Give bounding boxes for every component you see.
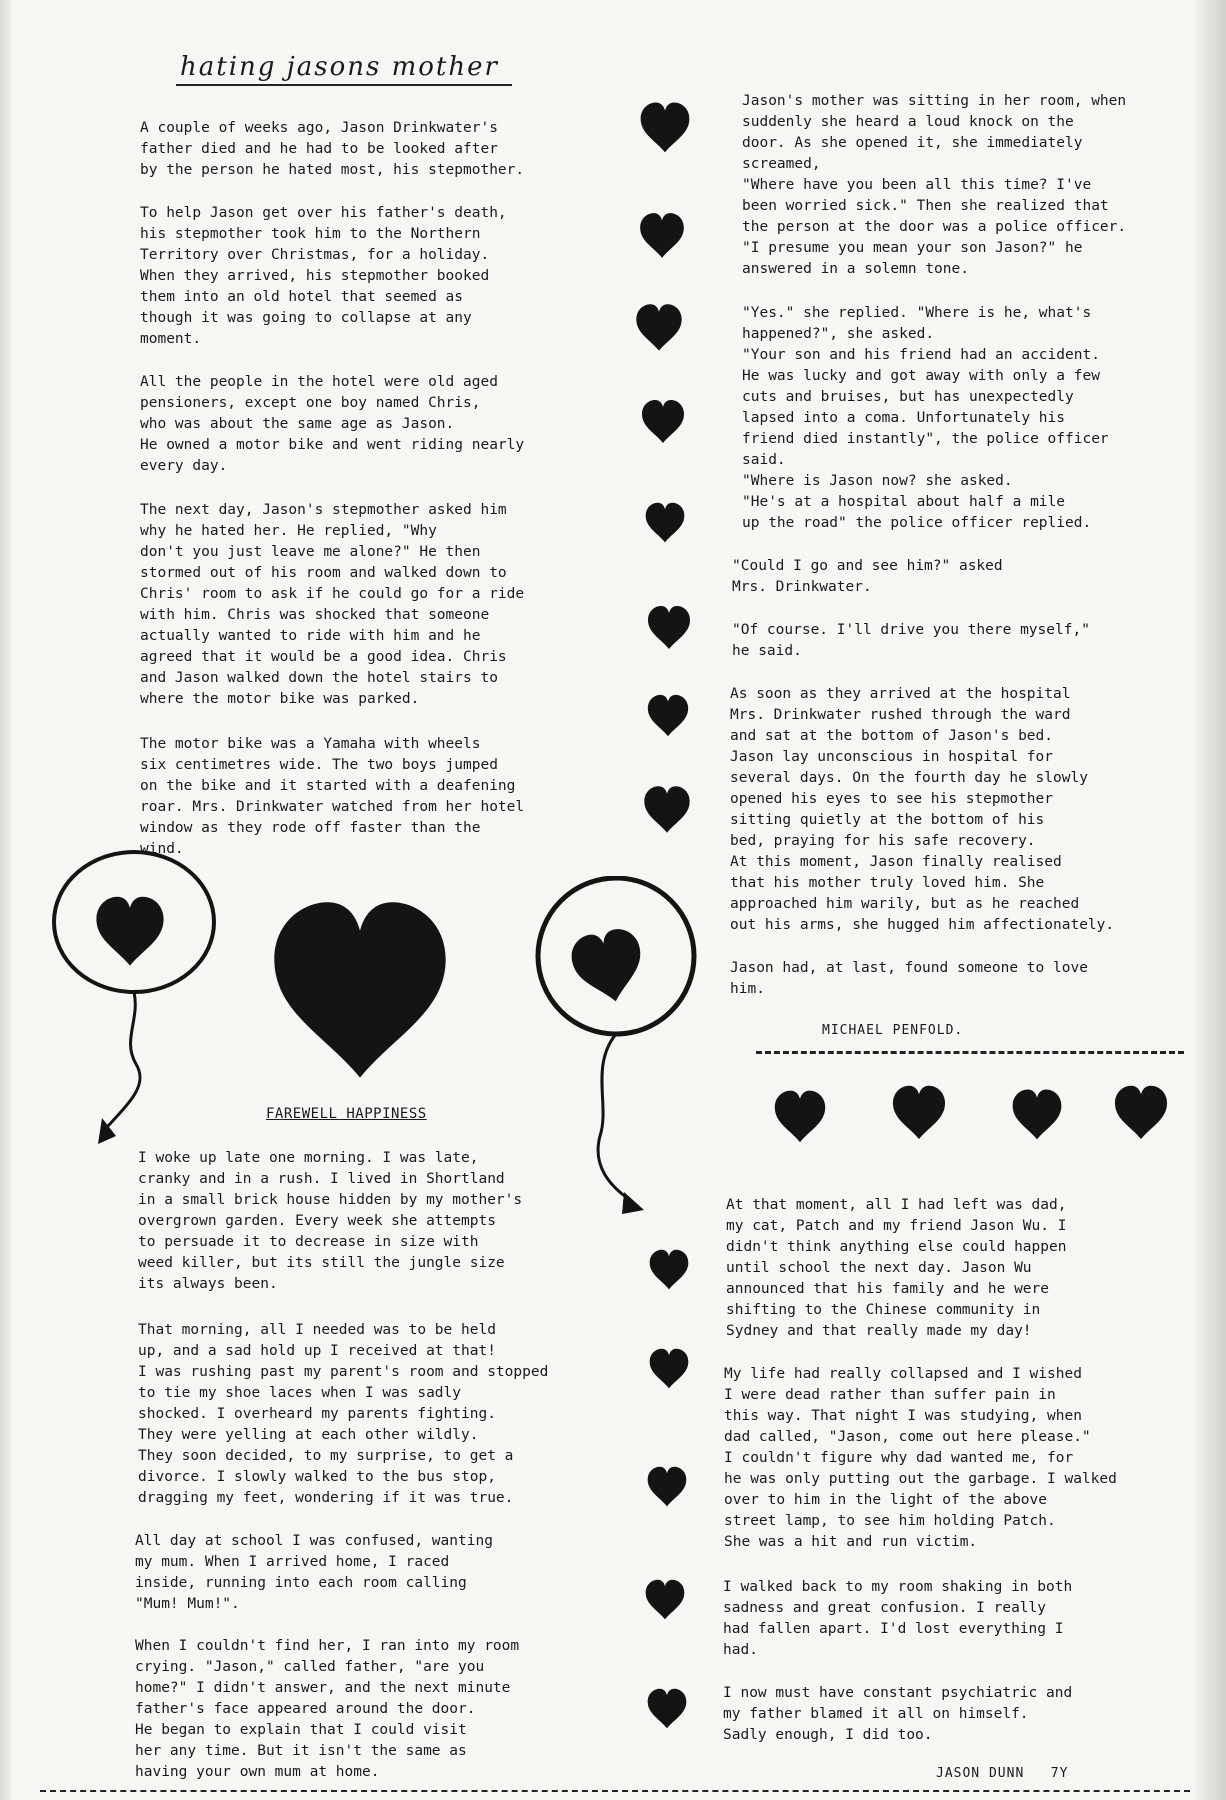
heart-icon (642, 1570, 688, 1630)
page-title: hating jasons mother (180, 52, 499, 82)
heart-icon (642, 495, 688, 551)
story2-paragraph-6: My life had really collapsed and I wished I were dead rather than suffer pain in this way. That night I was studying, when dad called, "Jason, come out here please." I couldn't figure why dad wanted me, for he was only putting out the garbage. I walked over to him in the light of the above street lamp, to see him holding Patch. She was a hit and run victim. (724, 1366, 1117, 1550)
story2-paragraph-4: When I couldn't find her, I ran into my room crying. "Jason," called father, "are you home?" I didn't answer, and the next minute father's face appeared around the door. He began to explain that I could visit her any time. But it isn't the same as having your own mum at home. (135, 1638, 520, 1780)
page-edge-right (1192, 0, 1226, 1800)
story1-paragraph-4: The next day, Jason's stepmother asked him why he hated her. He replied, "Why don't you just leave me alone?" He then stormed out of his room and walked down to Chris' room to ask if he could go for a ride with him. Chris was shocked that someone actually wanted to ride with him and he agreed that it would be a good idea. Chris and Jason walked down the hotel stairs to where the motor bike was parked. (140, 502, 525, 707)
story2-paragraph-3: All day at school I was confused, wanting my mum. When I arrived home, I raced inside, running into each room calling "Mum! Mum!". (135, 1533, 493, 1612)
story2-author (936, 1766, 1068, 1781)
heart-icon (644, 1678, 690, 1740)
story2-paragraph-2: That morning, all I needed was to be held up, and a sad hold up I received at that! I was rushing past my parent's room and stopped to tie my shoe laces when I was sadly shocked. I overheard my parents fighting. They were yelling at each other wildly. They soon decided, to my surprise, to get a divorce. I slowly walked to the bus stop, dragging my feet, wondering if it was true. (138, 1322, 549, 1506)
story2-paragraph-8: I now must have constant psychiatric and my father blamed it all on himself. Sadly enough, I did too. (723, 1685, 1073, 1743)
story1-paragraph-6: Jason's mother was sitting in her room, when suddenly she heard a loud knock on the door. As she opened it, she immediately screamed, "Where have you been all this time? I've been worried sick." Then she realized that the person at the door was a police officer. "I presume you mean your son Jason?" he answered in a solemn tone. (742, 93, 1127, 277)
heart-icon (1008, 1084, 1066, 1146)
heart-icon (644, 1456, 690, 1518)
story1-paragraph-11: Jason had, at last, found someone to love him. (730, 960, 1088, 997)
section-divider (756, 1051, 1184, 1054)
heart-icon (646, 1240, 692, 1300)
story1-paragraph-5: The motor bike was a Yamaha with wheels six centimetres wide. The two boys jumped on the bike and it started with a deafening roar. Mrs. Drinkwater watched from her hotel window as they rode off faster than the wind. (140, 736, 525, 857)
heart-icon (640, 780, 694, 840)
bottom-divider (40, 1790, 1190, 1792)
story2-paragraph-7: I walked back to my room shaking in both sadness and great confusion. I really had fallen apart. I'd lost everything I had. (723, 1579, 1073, 1658)
big-heart-icon (258, 888, 462, 1096)
story1-paragraph-2: To help Jason get over his father's death, his stepmother took him to the Northern Territory over Christmas, for a holiday. When they arrived, his stepmother booked them into an old hotel that seemed as though it was going to collapse at any moment. (140, 205, 507, 347)
heart-icon (644, 688, 692, 744)
heart-icon (644, 598, 694, 658)
story1-author: MICHAEL PENFOLD. (822, 1023, 964, 1038)
balloon-icon (520, 876, 710, 1216)
story1-paragraph-3: All the people in the hotel were old aged pensioners, except one boy named Chris, who was about the same age as Jason. He owned a motor bike and went riding nearly every day. (140, 374, 525, 474)
story1-paragraph-9: "Of course. I'll drive you there myself," he said. (732, 622, 1090, 659)
heart-icon (646, 1340, 692, 1398)
story2-heading: FAREWELL HAPPINESS (266, 1106, 427, 1122)
author-name: JASON DUNN (936, 1766, 1025, 1781)
heart-icon (1110, 1082, 1172, 1144)
heart-icon (636, 95, 694, 161)
story1-paragraph-1: A couple of weeks ago, Jason Drinkwater's father died and he had to be looked after by the person he hated most, his stepmother. (140, 120, 525, 178)
story2-paragraph-5: At that moment, all I had left was dad, my cat, Patch and my friend Jason Wu. I didn't think anything else could happen until school the next day. Jason Wu announced that his family and he were shifting to the Chinese community in Sydney and that really made my day! (726, 1197, 1067, 1339)
author-grade: 7Y (1050, 1766, 1069, 1781)
title-underline (176, 84, 512, 86)
story1-paragraph-7: "Yes." she replied. "Where is he, what's happened?", she asked. "Your son and his friend had an accident. He was lucky and got away with only a few cuts and bruises, but has unexpectedly lapsed into a coma. Unfortunately his friend died instantly", the police officer said. "Where is Jason now? she asked. "He's at a hospital about half a mile up the road" the police officer replied. (742, 305, 1109, 531)
heart-icon (888, 1082, 950, 1144)
story2-paragraph-1: I woke up late one morning. I was late, cranky and in a rush. I lived in Shortland in a small brick house hidden by my mother's overgrown garden. Every week she attempts to persuade it to decrease in size with weed killer, but its still the jungle size its always been. (138, 1150, 523, 1292)
heart-icon (632, 300, 686, 356)
heart-icon (638, 392, 688, 452)
story1-paragraph-10: As soon as they arrived at the hospital Mrs. Drinkwater rushed through the ward and sat at the bottom of Jason's bed. Jason lay unconscious in hospital for several days. On the fourth day he slowly opened his eyes to see his stepmother sitting quietly at the bottom of his bed, praying for his safe recovery. At this moment, Jason finally realised that his mother truly loved him. She approached him warily, but as he reached out his arms, she hugged him affectionately. (730, 686, 1115, 933)
page-edge-left (0, 0, 14, 1800)
heart-icon (770, 1086, 830, 1148)
heart-icon (636, 205, 688, 267)
balloon-icon (40, 850, 240, 1150)
story1-paragraph-8: "Could I go and see him?" asked Mrs. Drinkwater. (732, 558, 1003, 595)
